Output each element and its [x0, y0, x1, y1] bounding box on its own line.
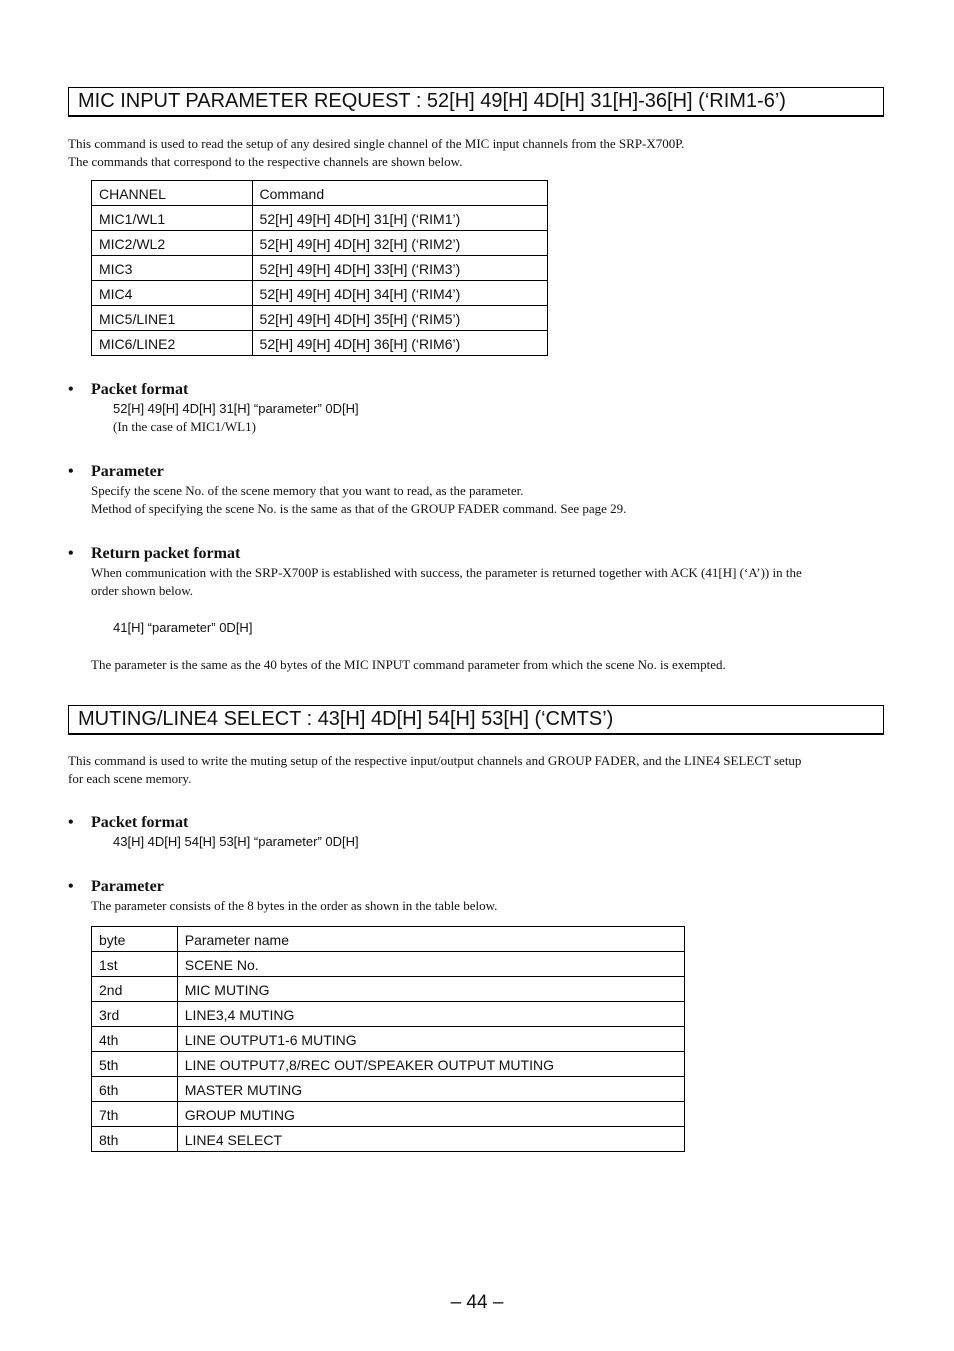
section-title-muting-line4-select: MUTING/LINE4 SELECT : 43[H] 4D[H] 54[H] 53[H] (‘CMTS’)	[68, 705, 884, 735]
table-cell: LINE3,4 MUTING	[177, 1002, 684, 1027]
return-packet-line: order shown below.	[91, 583, 194, 598]
table-row	[92, 952, 685, 977]
return-packet-note: The parameter is the same as the 40 bytes of the MIC INPUT command parameter from which the scene No. is exempted.	[91, 657, 726, 672]
table-cell: MIC1/WL1	[92, 206, 253, 231]
table-header-cell: CHANNEL	[92, 181, 253, 206]
heading-text: Packet format	[91, 381, 189, 398]
table-cell: MIC2/WL2	[92, 231, 253, 256]
bullet-icon: •	[68, 878, 74, 895]
table-cell: GROUP MUTING	[177, 1102, 684, 1127]
table-row	[92, 306, 548, 331]
table-row	[92, 281, 548, 306]
table-cell: LINE4 SELECT	[177, 1127, 684, 1152]
return-packet-code: 41[H] “parameter” 0D[H]	[113, 620, 253, 635]
table-row	[92, 977, 685, 1002]
table-row	[92, 1027, 685, 1052]
table-cell: 52[H] 49[H] 4D[H] 31[H] (‘RIM1’)	[252, 206, 547, 231]
return-packet-description	[91, 564, 891, 600]
bullet-icon: •	[68, 463, 74, 480]
packet-format-heading	[68, 381, 188, 399]
table-cell: MASTER MUTING	[177, 1077, 684, 1102]
return-packet-line: When communication with the SRP-X700P is established with success, the parameter is returned together with ACK (41[H] (‘A’)) in the	[91, 565, 802, 580]
table-cell: MIC MUTING	[177, 977, 684, 1002]
table-header-row	[92, 927, 685, 952]
table-cell: 52[H] 49[H] 4D[H] 36[H] (‘RIM6’)	[252, 331, 547, 356]
bullet-icon: •	[68, 545, 74, 562]
table-header-cell: Parameter name	[177, 927, 684, 952]
table-row	[92, 1127, 685, 1152]
parameter-byte-table	[91, 926, 685, 1152]
table-cell: 52[H] 49[H] 4D[H] 32[H] (‘RIM2’)	[252, 231, 547, 256]
table-row	[92, 1102, 685, 1127]
parameter-heading	[68, 463, 164, 481]
table-cell: 1st	[92, 952, 178, 977]
table-row	[92, 331, 548, 356]
bullet-icon: •	[68, 381, 74, 398]
channel-command-table	[91, 180, 548, 356]
table-cell: LINE OUTPUT7,8/REC OUT/SPEAKER OUTPUT MUTING	[177, 1052, 684, 1077]
packet-format-code: 43[H] 4D[H] 54[H] 53[H] “parameter” 0D[H]	[113, 834, 359, 849]
page-number: – 44 –	[450, 1292, 504, 1313]
return-packet-format-heading	[68, 545, 240, 563]
section2-intro-line: for each scene memory.	[68, 771, 192, 786]
parameter-line: Specify the scene No. of the scene memory that you want to read, as the parameter.	[91, 483, 524, 498]
table-header-cell: Command	[252, 181, 547, 206]
table-header-row	[92, 181, 548, 206]
table-cell: 52[H] 49[H] 4D[H] 35[H] (‘RIM5’)	[252, 306, 547, 331]
table-cell: MIC4	[92, 281, 253, 306]
packet-format-code: 52[H] 49[H] 4D[H] 31[H] “parameter” 0D[H]	[113, 401, 359, 416]
table-cell: MIC3	[92, 256, 253, 281]
parameter-heading	[68, 878, 164, 896]
table-row	[92, 1077, 685, 1102]
section2-intro-line: This command is used to write the muting setup of the respective input/output channels and GROUP FADER, and the LINE4 SELECT setup	[68, 753, 802, 768]
table-cell: 6th	[92, 1077, 178, 1102]
table-row	[92, 1052, 685, 1077]
section1-intro	[68, 135, 888, 171]
table-cell: 3rd	[92, 1002, 178, 1027]
bullet-icon: •	[68, 814, 74, 831]
table-cell: LINE OUTPUT1-6 MUTING	[177, 1027, 684, 1052]
table-cell: 52[H] 49[H] 4D[H] 34[H] (‘RIM4’)	[252, 281, 547, 306]
heading-text: Parameter	[91, 878, 164, 895]
section1-intro-line: The commands that correspond to the respective channels are shown below.	[68, 154, 463, 169]
table-cell: 8th	[92, 1127, 178, 1152]
section-title-mic-input-parameter-request: MIC INPUT PARAMETER REQUEST : 52[H] 49[H] 4D[H] 31[H]-36[H] (‘RIM1-6’)	[68, 87, 884, 117]
table-cell: 4th	[92, 1027, 178, 1052]
packet-format-heading	[68, 814, 188, 832]
table-row	[92, 256, 548, 281]
parameter-description: The parameter consists of the 8 bytes in the order as shown in the table below.	[91, 898, 498, 913]
table-cell: 5th	[92, 1052, 178, 1077]
parameter-description	[91, 482, 891, 518]
table-row	[92, 1002, 685, 1027]
table-cell: 7th	[92, 1102, 178, 1127]
section1-intro-line: This command is used to read the setup of any desired single channel of the MIC input channels from the SRP-X700P.	[68, 136, 685, 151]
section2-intro	[68, 752, 888, 788]
table-cell: 52[H] 49[H] 4D[H] 33[H] (‘RIM3’)	[252, 256, 547, 281]
table-header-cell: byte	[92, 927, 178, 952]
table-cell: MIC5/LINE1	[92, 306, 253, 331]
table-row	[92, 231, 548, 256]
heading-text: Return packet format	[91, 545, 241, 562]
table-row	[92, 206, 548, 231]
table-cell: MIC6/LINE2	[92, 331, 253, 356]
parameter-line: Method of specifying the scene No. is the same as that of the GROUP FADER command. See page 29.	[91, 501, 627, 516]
table-cell: SCENE No.	[177, 952, 684, 977]
heading-text: Packet format	[91, 814, 189, 831]
packet-format-note: (In the case of MIC1/WL1)	[113, 419, 256, 434]
table-cell: 2nd	[92, 977, 178, 1002]
heading-text: Parameter	[91, 463, 164, 480]
